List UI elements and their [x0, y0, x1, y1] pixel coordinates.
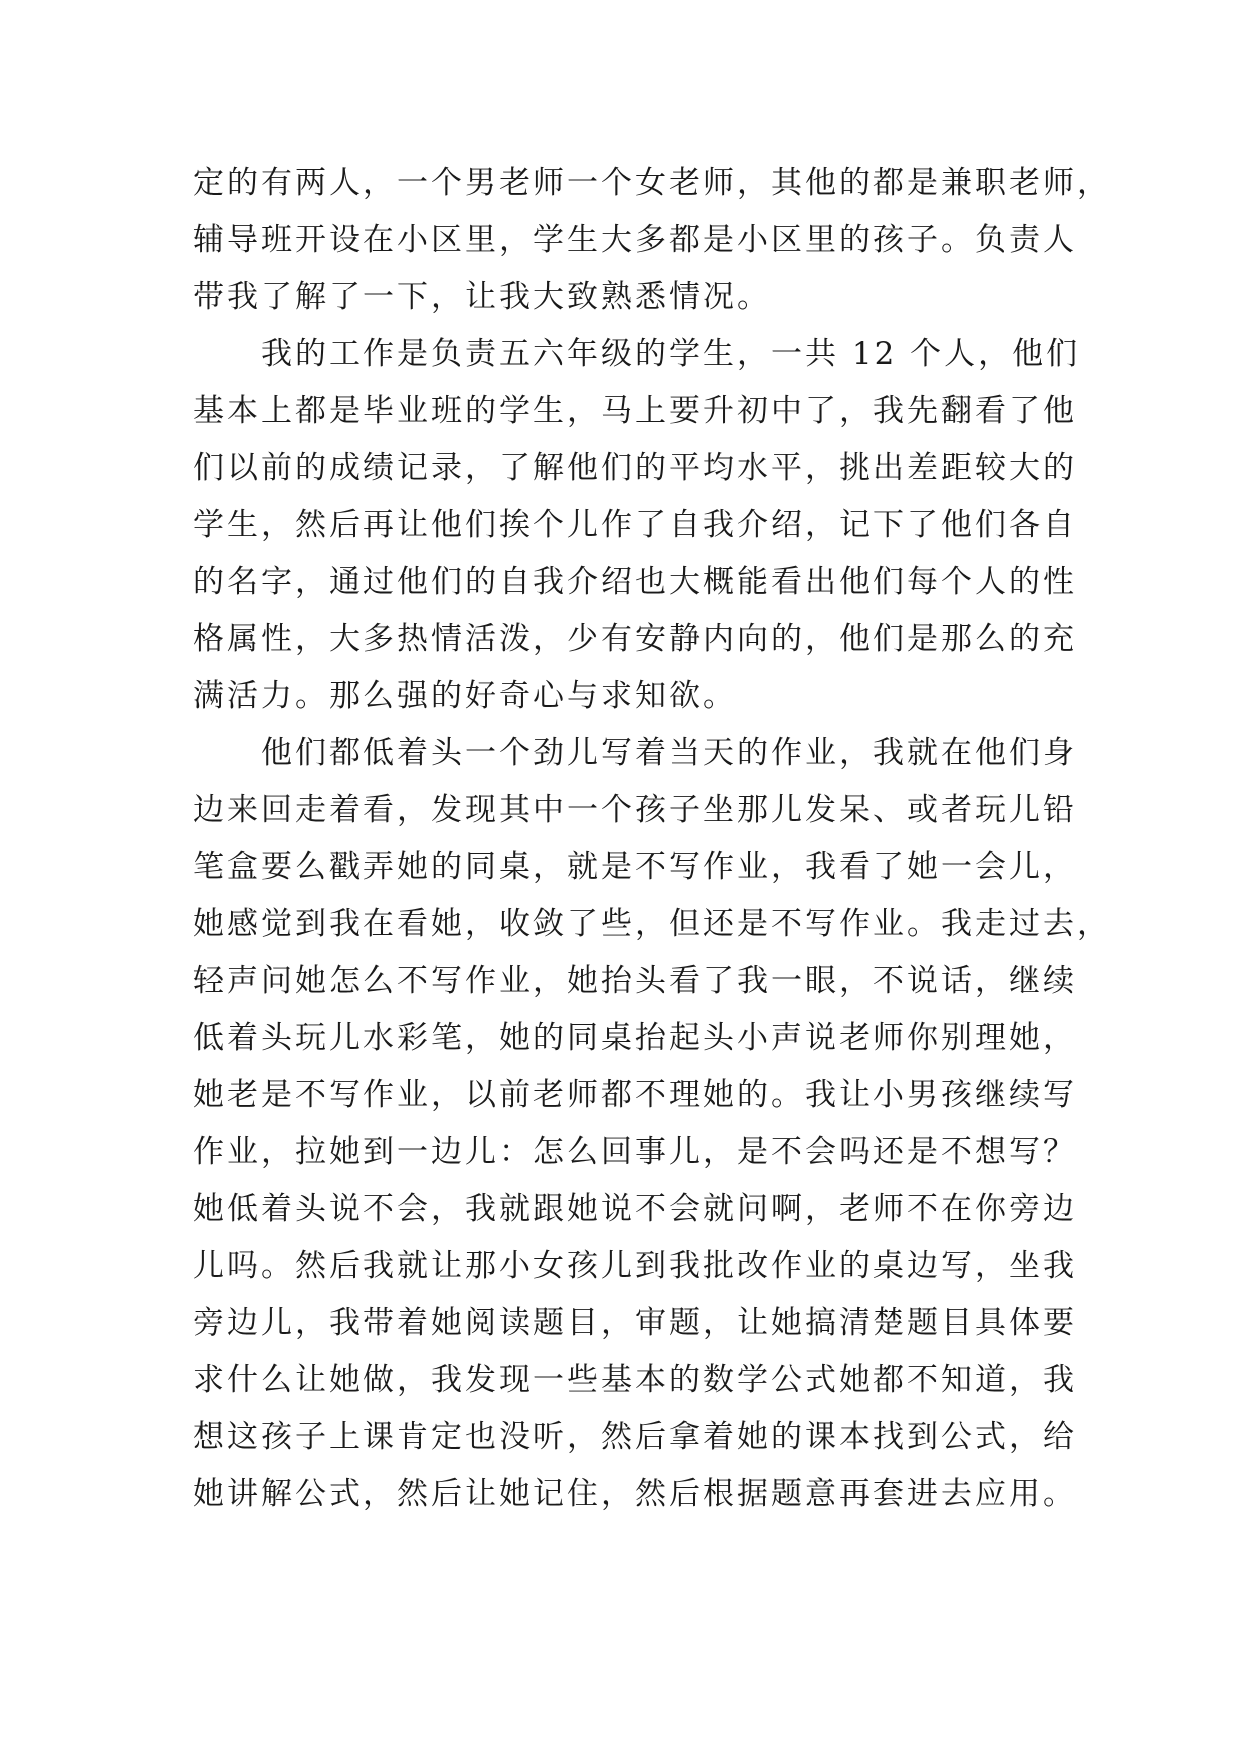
- text-line: 边来回走着看，发现其中一个孩子坐那儿发呆、或者玩儿铅: [193, 792, 1077, 828]
- paragraph-first-line: 他们都低着头一个劲儿写着当天的作业，我就在他们身: [261, 735, 1077, 771]
- text-line: 辅导班开设在小区里，学生大多都是小区里的孩子。负责人: [193, 222, 1077, 258]
- text-line: 满活力。那么强的好奇心与求知欲。: [193, 678, 737, 714]
- text-line: 格属性，大多热情活泼，少有安静内向的，他们是那么的充: [193, 621, 1077, 657]
- body-text: [193, 155, 1111, 1523]
- text-line: 她低着头说不会，我就跟她说不会就问啊，老师不在你旁边: [193, 1191, 1077, 1227]
- text-line: 作业，拉她到一边儿：怎么回事儿，是不会吗还是不想写？: [193, 1134, 1077, 1170]
- text-line: 旁边儿，我带着她阅读题目，审题，让她搞清楚题目具体要: [193, 1305, 1077, 1341]
- text-line: 基本上都是毕业班的学生，马上要升初中了，我先翻看了他: [193, 393, 1077, 429]
- text-line: 她感觉到我在看她，收敛了些，但还是不写作业。我走过去，: [193, 906, 1111, 942]
- text-line: 的名字，通过他们的自我介绍也大概能看出他们每个人的性: [193, 564, 1077, 600]
- text-line: 低着头玩儿水彩笔，她的同桌抬起头小声说老师你别理她，: [193, 1020, 1077, 1056]
- paragraph-first-line: 我的工作是负责五六年级的学生，一共 12 个人，他们: [261, 336, 1081, 372]
- text-line: 儿吗。然后我就让那小女孩儿到我批改作业的桌边写，坐我: [193, 1248, 1077, 1284]
- text-line: 笔盒要么戳弄她的同桌，就是不写作业，我看了她一会儿，: [193, 849, 1077, 885]
- text-line: 带我了解了一下，让我大致熟悉情况。: [193, 279, 771, 315]
- text-line: 们以前的成绩记录，了解他们的平均水平，挑出差距较大的: [193, 450, 1077, 486]
- text-line: 想这孩子上课肯定也没听，然后拿着她的课本找到公式，给: [193, 1419, 1077, 1455]
- text-line: 她老是不写作业，以前老师都不理她的。我让小男孩继续写: [193, 1077, 1077, 1113]
- text-line: 定的有两人，一个男老师一个女老师，其他的都是兼职老师，: [193, 165, 1111, 201]
- text-line: 求什么让她做，我发现一些基本的数学公式她都不知道，我: [193, 1362, 1077, 1398]
- text-line: 学生，然后再让他们挨个儿作了自我介绍，记下了他们各自: [193, 507, 1077, 543]
- text-line: 轻声问她怎么不写作业，她抬头看了我一眼，不说话，继续: [193, 963, 1077, 999]
- text-line: 她讲解公式，然后让她记住，然后根据题意再套进去应用。: [193, 1476, 1077, 1512]
